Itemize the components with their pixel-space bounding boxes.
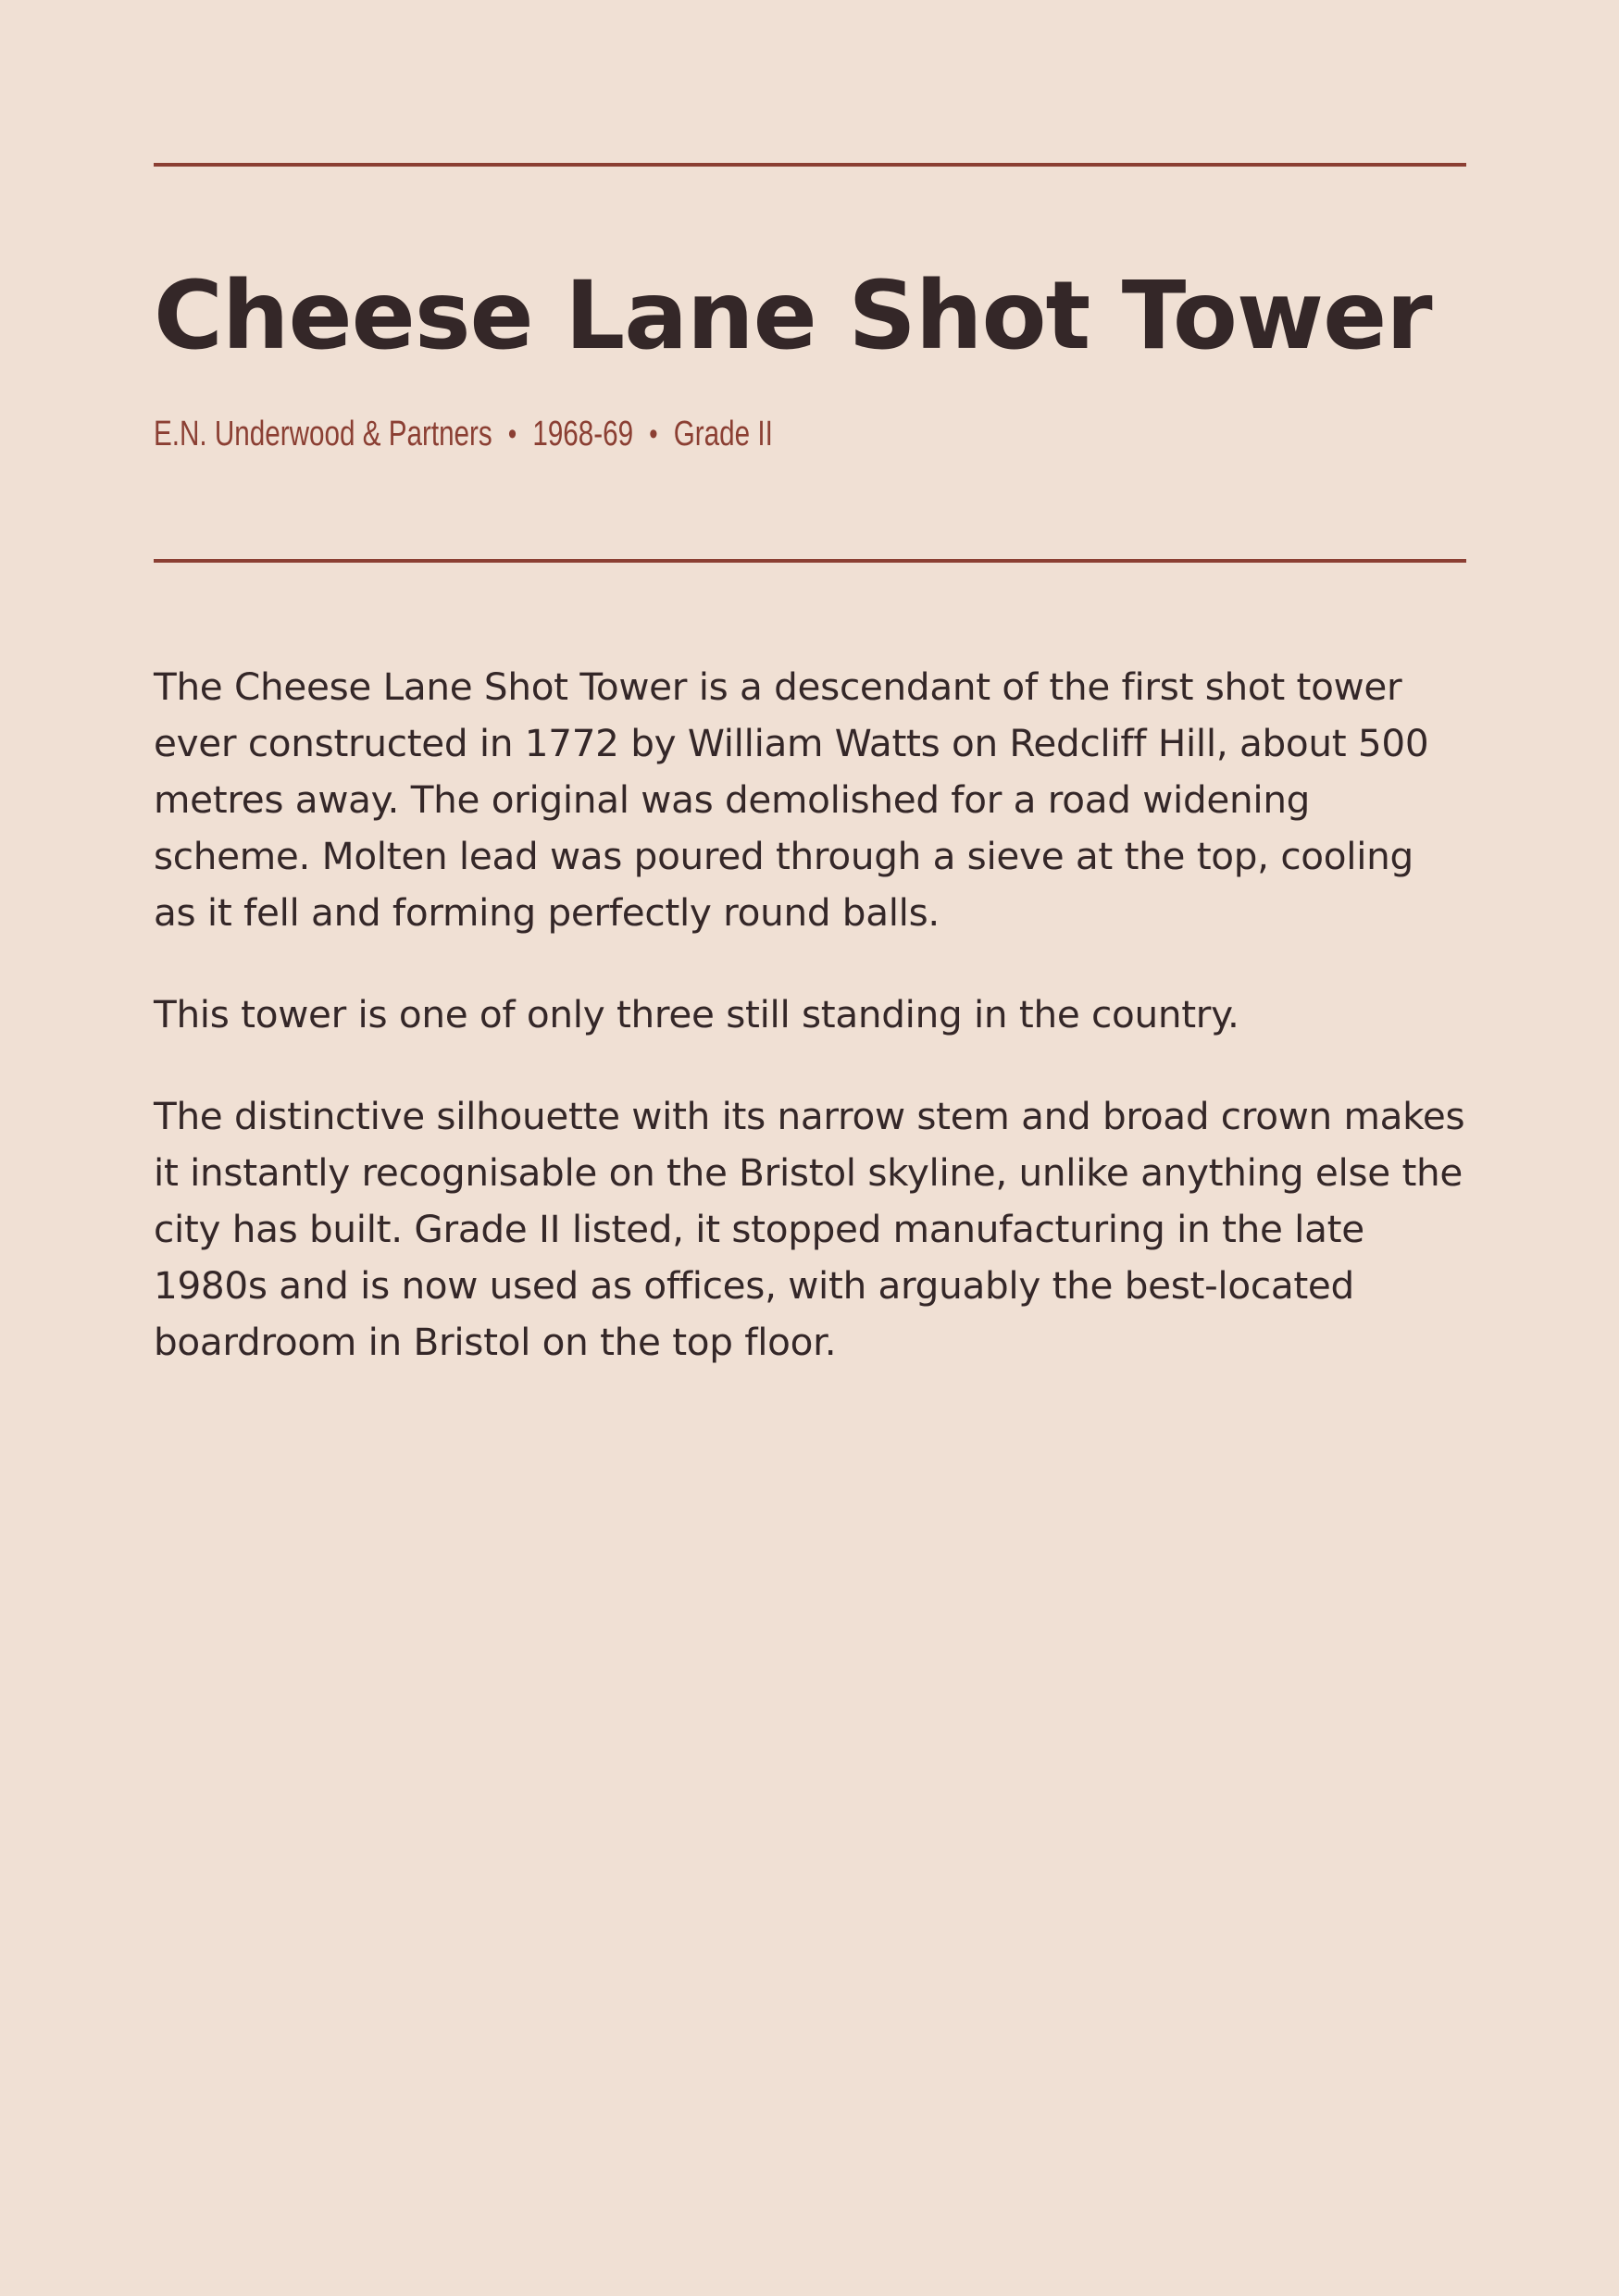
document-page [154, 0, 1466, 2296]
header-divider [154, 559, 1466, 563]
paragraph: This tower is one of only three still standing in the country. [154, 992, 1239, 1036]
meta-grade: Grade II [673, 414, 773, 453]
meta-line [154, 409, 773, 459]
meta-separator: • [649, 416, 658, 452]
paragraph: The distinctive silhouette with its narrow stem and broad crown makes it instantly recognisable on the Bristol skyline, unlike anything else the city has built. Grade II listed, it stopped manufacturing in the late 1980s and is now used as offices, with arguably the best-located boardroom in Bristol on the top floor. [154, 1094, 1465, 1364]
meta-separator: • [507, 416, 517, 452]
meta-architect: E.N. Underwood & Partners [154, 414, 492, 453]
meta-years: 1968-69 [532, 414, 634, 453]
page-title: Cheese Lane Shot Tower [154, 261, 1432, 371]
paragraph: The Cheese Lane Shot Tower is a descendant of the first shot tower ever constructed in 1772 by William Watts on Redcliff Hill, about 500 metres away. The original was demolished for a road widening scheme. Molten lead was poured through a sieve at the top, cooling as it fell and forming perfectly round balls. [154, 664, 1429, 935]
top-divider [154, 163, 1466, 167]
body-text [154, 659, 1466, 1416]
